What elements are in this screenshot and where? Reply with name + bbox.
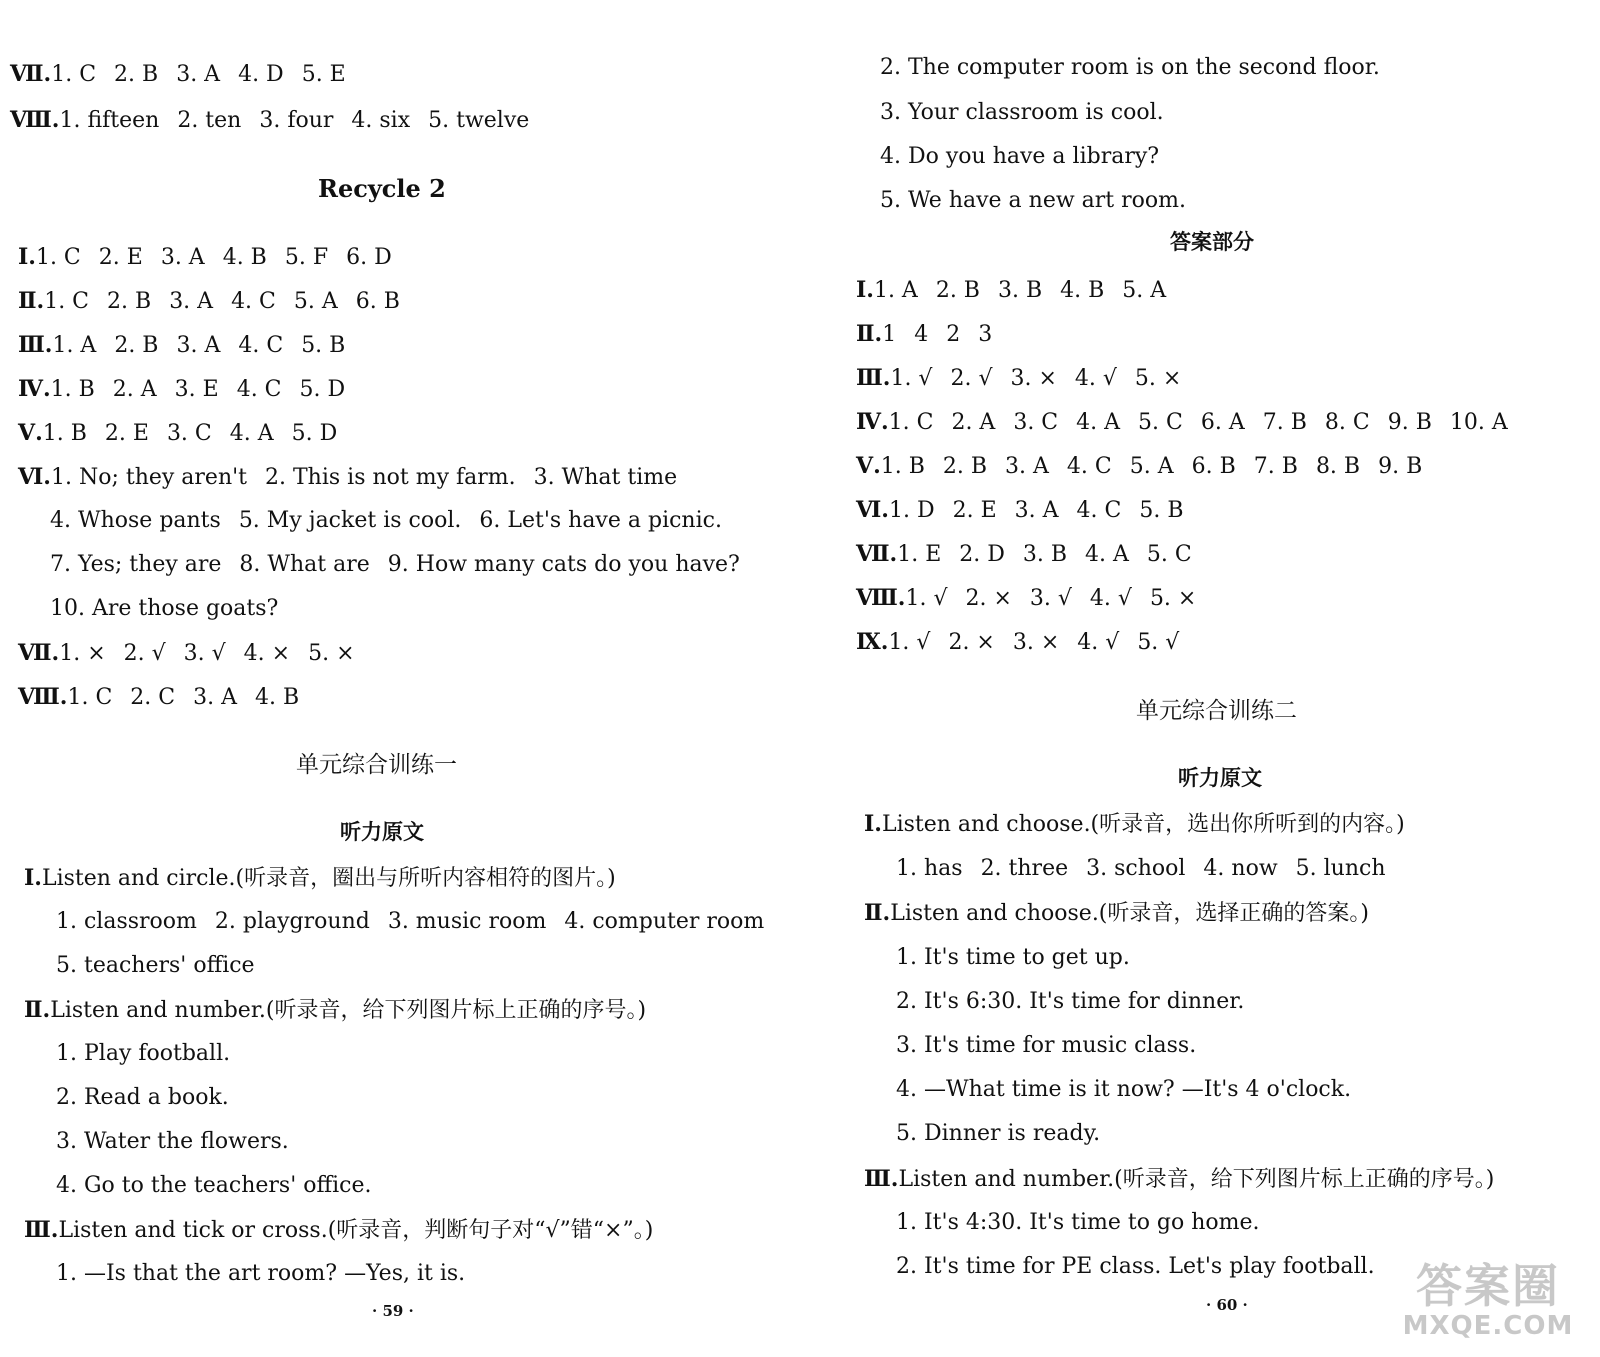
answer-item: 1. √ — [905, 586, 948, 611]
answer-item: 3. A — [1014, 498, 1059, 523]
answer-item: 1. Play football. — [56, 1041, 231, 1066]
answer-item: 3. B — [1022, 542, 1068, 567]
answer-item: 1. B — [50, 377, 95, 402]
answer-item: 5. F — [284, 245, 329, 270]
answer-item: 3. √ — [183, 641, 226, 666]
answer-item: 6. B — [1191, 454, 1236, 479]
answer-item: 2 — [946, 322, 961, 347]
answer-item: 4. B — [1060, 278, 1105, 303]
answer-item: Listen and circle.(听录音，圈出与所听内容相符的图片。) — [41, 866, 616, 891]
answer-item: 5. A — [1129, 454, 1174, 479]
listening-line — [24, 864, 634, 893]
answer-item: 1. A — [52, 333, 97, 358]
answer-item: 4. B — [222, 245, 267, 270]
answer-item: 1. C — [67, 685, 113, 710]
answer-item: 4. A — [229, 421, 274, 446]
answer-item: 3. × — [1010, 366, 1057, 391]
answer-item: 3 — [978, 322, 993, 347]
question-number: Ⅰ. — [24, 865, 42, 891]
listening-line — [864, 1165, 1512, 1194]
question-number: Ⅱ. — [864, 900, 891, 926]
question-number: Ⅴ. — [18, 420, 43, 446]
answer-item: 5. B — [301, 333, 346, 358]
answer-item: 9. B — [1378, 454, 1423, 479]
answer-item: 3. A — [193, 685, 237, 710]
answer-item: 1. fifteen — [59, 108, 160, 133]
answer-item: 2. D — [959, 542, 1005, 567]
question-number: Ⅷ. — [856, 585, 906, 611]
question-number: Ⅶ. — [10, 61, 52, 87]
answer-item: 2. B — [114, 333, 159, 358]
answer-item: 2. E — [104, 421, 149, 446]
answer-item: 2. The computer room is on the second floor. — [880, 55, 1380, 80]
question-number: Ⅵ. — [18, 464, 51, 490]
listening-line — [56, 908, 782, 936]
answer-item: 7. Yes; they are — [50, 552, 222, 577]
listening-title: 听力原文 — [1178, 766, 1262, 790]
answer-item: 1. √ — [890, 366, 933, 391]
answer-item: 1. × — [59, 641, 106, 666]
answer-line — [50, 595, 296, 623]
listening-line — [56, 1040, 248, 1068]
answer-item: 4. Go to the teachers' office. — [56, 1173, 372, 1198]
answer-item: 9. B — [1387, 410, 1432, 435]
answer-item: 5. B — [1139, 498, 1184, 523]
answer-line — [856, 452, 1440, 481]
answer-item: 4. D — [238, 62, 284, 87]
answer-item: 5. √ — [1137, 630, 1180, 655]
listening-line — [880, 143, 1177, 171]
answer-line — [10, 60, 364, 89]
answer-item: 3. music room — [387, 909, 547, 934]
answer-item: 1. C — [51, 62, 97, 87]
question-number: Ⅶ. — [18, 640, 60, 666]
question-number: Ⅱ. — [856, 321, 883, 347]
answer-item: 1. classroom — [56, 909, 197, 934]
answer-item: 1 — [882, 322, 897, 347]
answer-item: 4. now — [1203, 856, 1278, 881]
question-number: Ⅵ. — [856, 497, 889, 523]
listening-line — [896, 855, 1404, 883]
unit2-title: 单元综合训练二 — [1136, 698, 1297, 724]
page-number: · 60 · — [1206, 1296, 1248, 1314]
listening-line — [864, 899, 1387, 928]
answer-item: 3. Your classroom is cool. — [880, 100, 1164, 125]
answer-item: 3. A — [176, 62, 221, 87]
answer-item: 5. × — [1149, 586, 1197, 611]
answers-title: 答案部分 — [1170, 230, 1254, 254]
answer-item: 3. E — [174, 377, 219, 402]
answer-item: 2. It's time for PE class. Let's play football. — [896, 1254, 1375, 1279]
answer-item: 6. D — [346, 245, 392, 270]
answer-line — [10, 106, 547, 135]
right-page — [856, 0, 1600, 1357]
answer-item: 8. C — [1324, 410, 1370, 435]
answer-line — [18, 287, 418, 316]
answer-item: 5. C — [1138, 410, 1183, 435]
answer-item: 2. It's 6:30. It's time for dinner. — [896, 989, 1245, 1014]
answer-item: 8. B — [1315, 454, 1361, 479]
answer-item: 5. teachers' office — [56, 953, 255, 978]
listening-line — [896, 988, 1262, 1016]
listening-line — [24, 1216, 671, 1245]
listening-line — [896, 1209, 1278, 1237]
answer-item: 2. Read a book. — [56, 1085, 229, 1110]
answer-item: 6. Let's have a picnic. — [479, 508, 722, 533]
answer-line — [856, 408, 1526, 437]
answer-line — [18, 419, 355, 448]
answer-line — [856, 628, 1197, 657]
answer-item: 3. A — [1005, 454, 1049, 479]
answer-item: 5. twelve — [428, 108, 530, 133]
listening-line — [880, 54, 1398, 82]
answer-item: 1. It's 4:30. It's time to go home. — [896, 1210, 1260, 1235]
listening-line — [880, 187, 1204, 215]
answer-item: 3. A — [176, 333, 221, 358]
answer-item: 4. C — [236, 377, 282, 402]
answer-line — [18, 243, 410, 272]
answer-item: 3. Water the flowers. — [56, 1129, 289, 1154]
answer-item: 2. B — [107, 289, 152, 314]
answer-item: 4. B — [255, 685, 300, 710]
answer-item: 2. A — [951, 410, 996, 435]
answer-item: 10. A — [1449, 410, 1508, 435]
answer-line — [856, 584, 1214, 613]
listening-title: 听力原文 — [340, 820, 424, 844]
listening-line — [896, 944, 1148, 972]
question-number: Ⅰ. — [18, 244, 36, 270]
question-number: Ⅷ. — [18, 684, 68, 710]
listening-line — [56, 952, 273, 980]
answer-item: 1. C — [888, 410, 934, 435]
answer-line — [50, 551, 758, 579]
listening-line — [56, 1084, 247, 1112]
answer-item: 2. A — [112, 377, 157, 402]
answer-item: 2. B — [942, 454, 988, 479]
question-number: Ⅲ. — [856, 365, 891, 391]
question-number: Ⅲ. — [18, 332, 53, 358]
answer-item: 5. My jacket is cool. — [238, 508, 462, 533]
answer-item: 4. √ — [1089, 586, 1132, 611]
answer-item: 3. √ — [1029, 586, 1072, 611]
question-number: Ⅷ. — [10, 107, 60, 133]
answer-item: 2. B — [114, 62, 159, 87]
answer-item: 4. six — [351, 108, 411, 133]
listening-line — [56, 1128, 307, 1156]
question-number: Ⅲ. — [864, 1166, 899, 1192]
answer-item: 5. E — [301, 62, 346, 87]
answer-item: 4. C — [231, 289, 276, 314]
answer-line — [50, 507, 740, 535]
answer-item: 5. D — [291, 421, 338, 446]
listening-line — [864, 810, 1423, 839]
answer-item: 3. What time — [533, 465, 678, 490]
answer-item: 4. A — [1076, 410, 1121, 435]
question-number: Ⅰ. — [856, 277, 874, 303]
answer-item: 9. How many cats do you have? — [387, 552, 740, 577]
answer-item: 6. A — [1200, 410, 1245, 435]
answer-item: 2. E — [98, 245, 143, 270]
answer-item: 3. It's time for music class. — [896, 1033, 1197, 1058]
answer-item: 2. √ — [123, 641, 166, 666]
listening-line — [880, 99, 1182, 127]
listening-line — [24, 996, 664, 1025]
answer-item: 5. D — [299, 377, 346, 402]
answer-item: 5. × — [1134, 366, 1182, 391]
answer-item: 3. B — [997, 278, 1043, 303]
answer-item: 4. C — [1066, 454, 1112, 479]
answer-item: 3. C — [166, 421, 212, 446]
answer-item: 4. computer room — [564, 909, 765, 934]
answer-line — [856, 276, 1184, 305]
answer-item: 3. four — [259, 108, 334, 133]
answer-item: 2. This is not my farm. — [265, 465, 516, 490]
question-number: Ⅱ. — [18, 288, 45, 314]
answer-line — [856, 320, 1010, 349]
answer-item: 7. B — [1253, 454, 1298, 479]
question-number: Ⅱ. — [24, 997, 51, 1023]
answer-item: Listen and number.(听录音，给下列图片标上正确的序号。) — [50, 998, 647, 1023]
answer-item: Listen and choose.(听录音，选择正确的答案。) — [890, 901, 1369, 926]
answer-item: 1. —Is that the art room? —Yes, it is. — [56, 1261, 466, 1286]
answer-item: 5. Dinner is ready. — [896, 1121, 1101, 1146]
answer-item: 2. × — [965, 586, 1012, 611]
listening-line — [56, 1172, 389, 1200]
answer-item: 4. √ — [1074, 366, 1117, 391]
answer-item: 3. school — [1086, 856, 1186, 881]
answer-item: 5. A — [1122, 278, 1167, 303]
answer-item: 5. × — [308, 641, 355, 666]
answer-item: 5. C — [1146, 542, 1192, 567]
answer-item: 1. A — [873, 278, 918, 303]
answer-line — [18, 463, 695, 492]
answer-item: 4 — [914, 322, 929, 347]
answer-item: 1. E — [897, 542, 942, 567]
answer-item: Listen and choose.(听录音，选出你所听到的内容。) — [881, 812, 1405, 837]
page-number: · 59 · — [372, 1302, 414, 1320]
answer-item: 2. B — [935, 278, 980, 303]
watermark-logo — [1388, 1261, 1588, 1351]
answer-item: 1. B — [880, 454, 925, 479]
answer-item: 3. A — [160, 245, 205, 270]
answer-line — [856, 540, 1210, 569]
answer-item: 1. It's time to get up. — [896, 945, 1130, 970]
recycle-title: Recycle 2 — [318, 174, 446, 203]
answer-item: 1. C — [35, 245, 81, 270]
answer-item: 1. √ — [888, 630, 931, 655]
answer-item: 4. C — [1076, 498, 1122, 523]
answer-item: 3. C — [1013, 410, 1059, 435]
answer-item: 4. Do you have a library? — [880, 144, 1160, 169]
answer-item: 4. C — [238, 333, 284, 358]
listening-line — [56, 1260, 483, 1288]
answer-line — [18, 639, 373, 668]
answer-item: 1. C — [44, 289, 90, 314]
question-number: Ⅳ. — [18, 376, 51, 402]
unit1-title: 单元综合训练一 — [296, 752, 457, 778]
answer-item: 2. E — [952, 498, 997, 523]
answer-line — [18, 683, 317, 712]
answer-item: 1. B — [42, 421, 87, 446]
question-number: Ⅳ. — [856, 409, 889, 435]
answer-item: 2. playground — [214, 909, 370, 934]
answer-item: 1. has — [896, 856, 963, 881]
answer-line — [18, 331, 363, 360]
answer-item: 2. √ — [950, 366, 993, 391]
answer-line — [856, 364, 1199, 393]
answer-item: 3. A — [169, 289, 214, 314]
answer-item: 1. No; they aren't — [50, 465, 248, 490]
answer-item: Listen and tick or cross.(听录音，判断句子对“√”错“×”。) — [58, 1218, 654, 1243]
answer-item: 1. D — [888, 498, 935, 523]
answer-item: 2. three — [980, 856, 1069, 881]
answer-item: 2. C — [130, 685, 176, 710]
listening-line — [896, 1253, 1393, 1281]
answer-item: 4. Whose pants — [50, 508, 221, 533]
answer-item: Listen and number.(听录音，给下列图片标上正确的序号。) — [898, 1167, 1495, 1192]
answer-item: 5. lunch — [1295, 856, 1386, 881]
watermark-top: 答案圈 — [1416, 1259, 1560, 1313]
answer-item: 3. × — [1012, 630, 1060, 655]
listening-line — [896, 1120, 1118, 1148]
listening-line — [896, 1032, 1214, 1060]
question-number: Ⅰ. — [864, 811, 882, 837]
listening-line — [896, 1076, 1369, 1104]
answer-item: 10. Are those goats? — [50, 596, 279, 621]
answer-line — [18, 375, 363, 404]
question-number: Ⅴ. — [856, 453, 881, 479]
question-number: Ⅶ. — [856, 541, 898, 567]
question-number: Ⅲ. — [24, 1217, 59, 1243]
answer-line — [856, 496, 1202, 525]
answer-item: 5. We have a new art room. — [880, 188, 1186, 213]
answer-item: 6. B — [355, 289, 400, 314]
answer-item: 4. √ — [1077, 630, 1120, 655]
answer-item: 2. ten — [177, 108, 242, 133]
watermark-bottom: MXQE.COM — [1402, 1311, 1574, 1341]
answer-item: 4. —What time is it now? —It's 4 o'clock. — [896, 1077, 1352, 1102]
answer-item: 2. × — [948, 630, 995, 655]
answer-item: 7. B — [1262, 410, 1307, 435]
answer-item: 8. What are — [239, 552, 370, 577]
answer-item: 4. A — [1085, 542, 1129, 567]
question-number: Ⅸ. — [856, 629, 889, 655]
answer-item: 4. × — [243, 641, 291, 666]
answer-item: 5. A — [293, 289, 338, 314]
